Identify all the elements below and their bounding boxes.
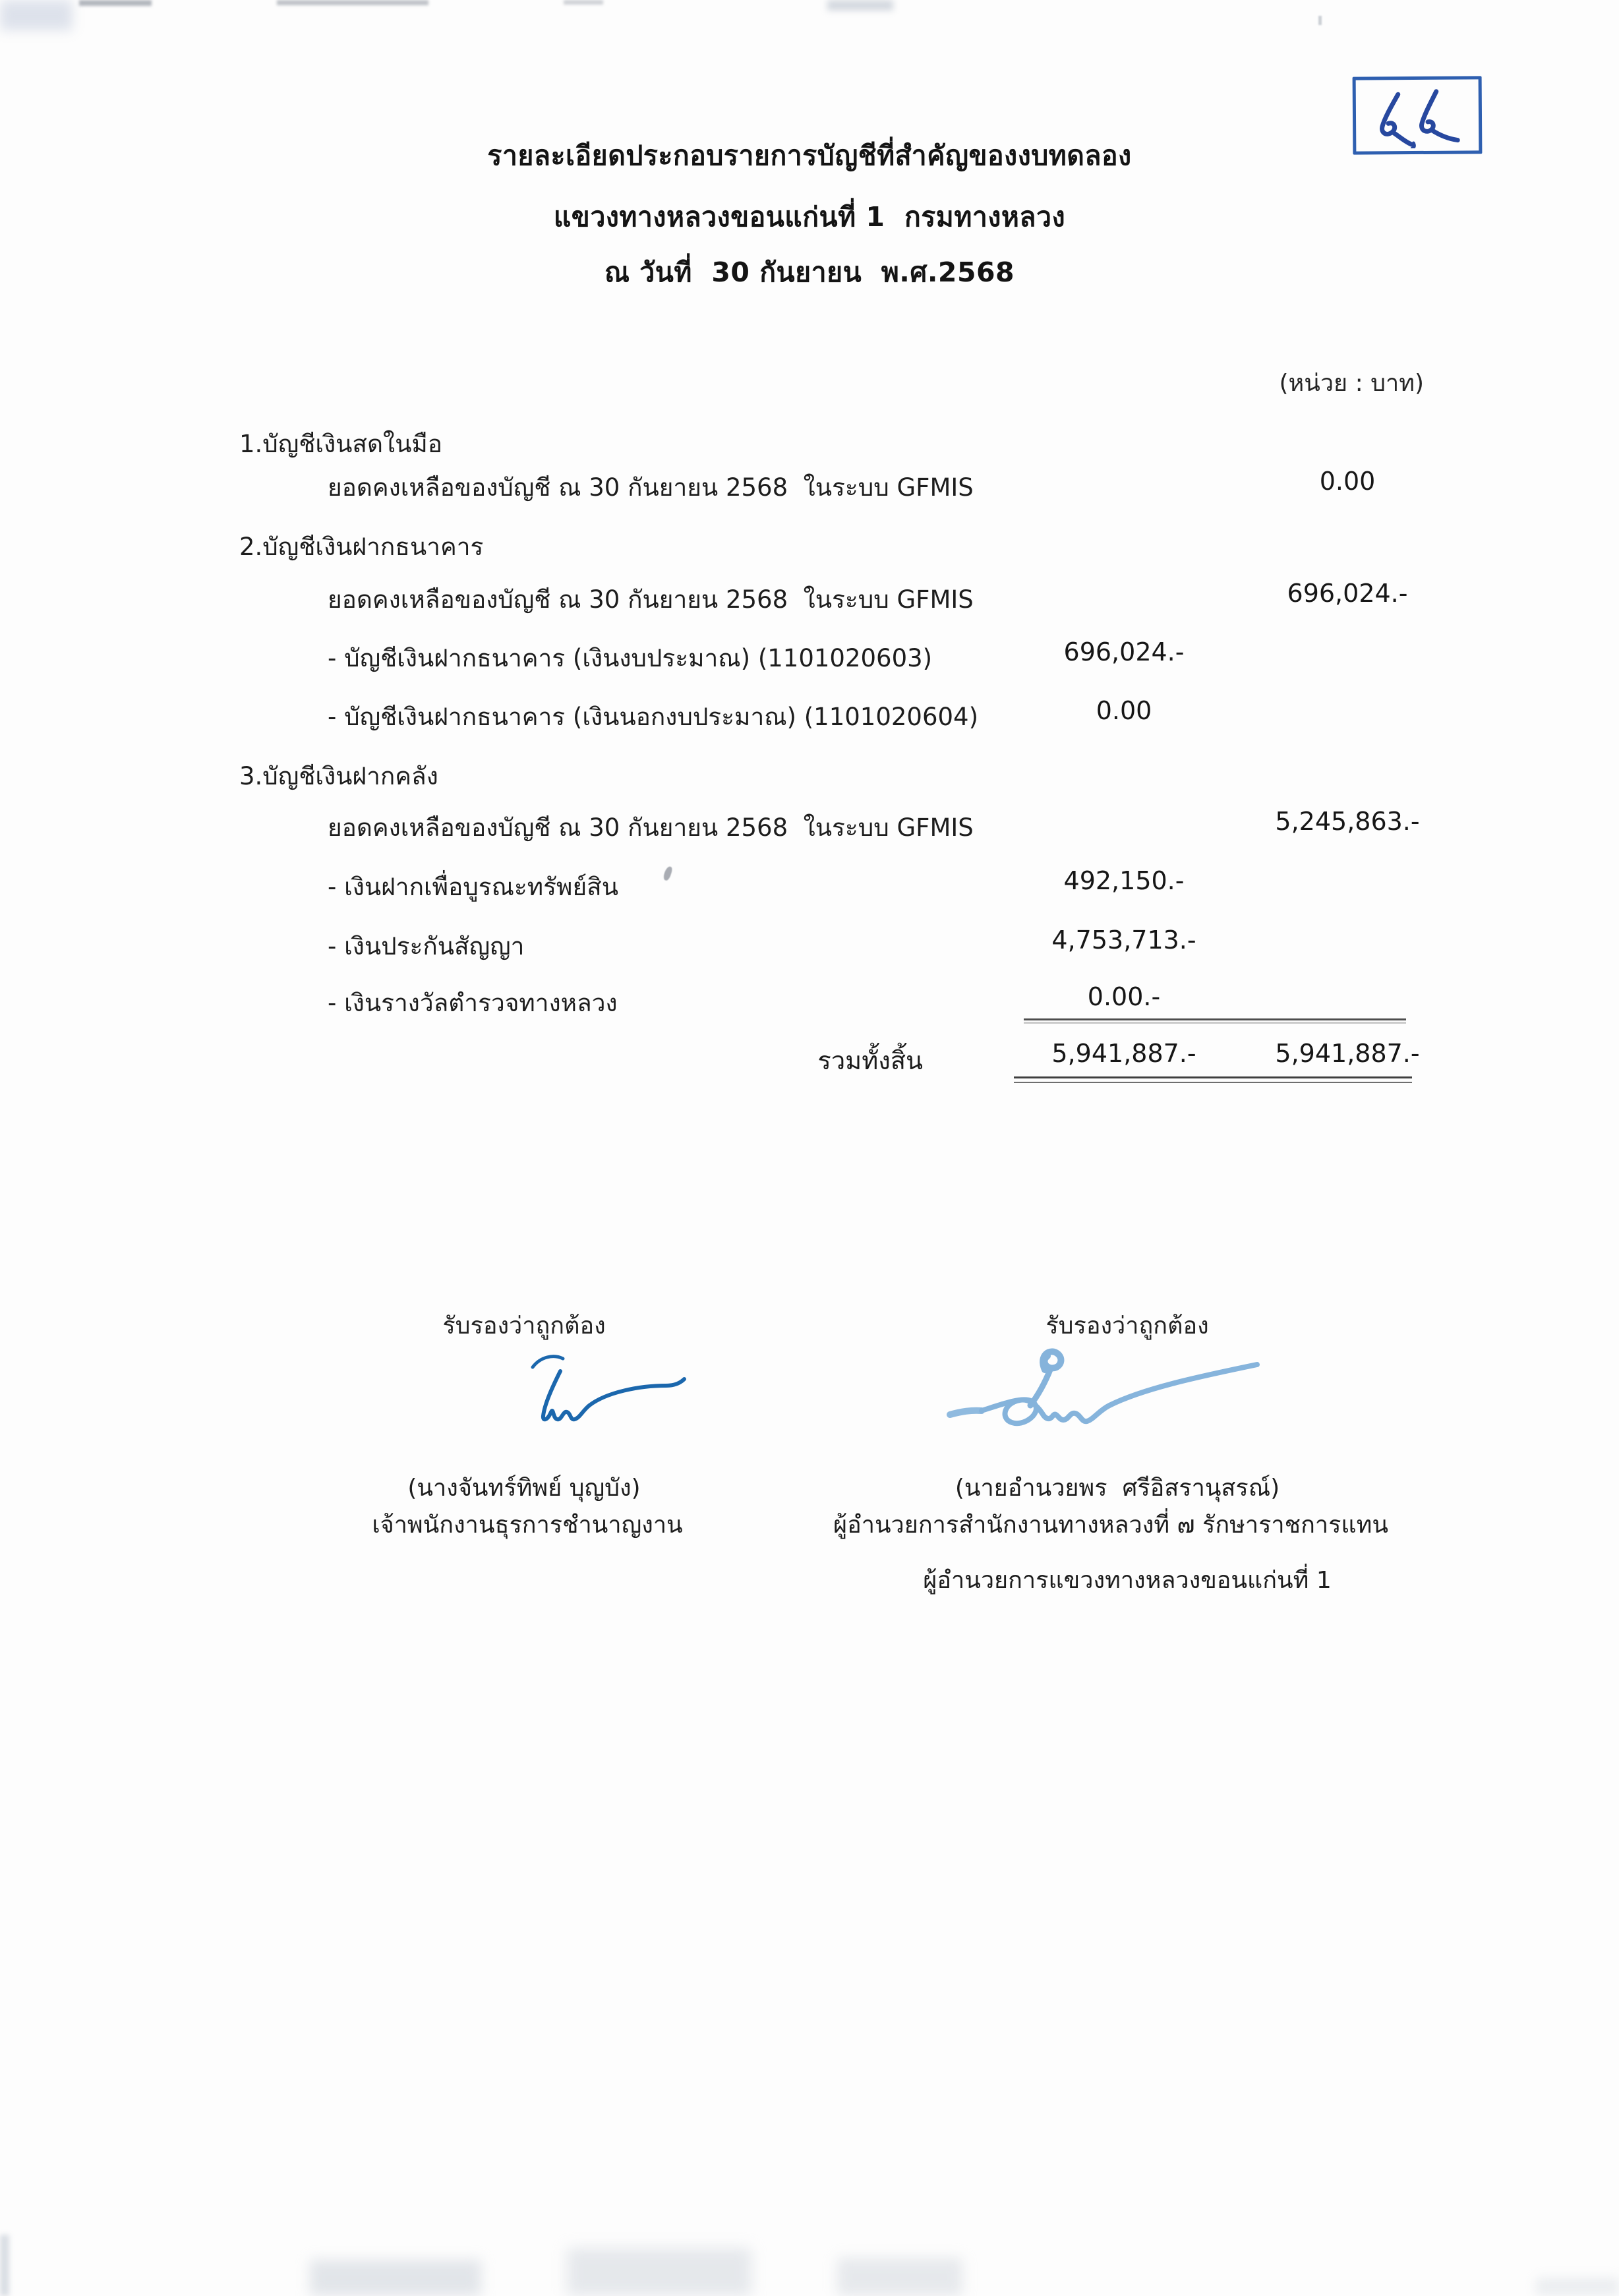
section-1-header: 1.บัญชีเงินสดในมือ: [239, 430, 443, 458]
section-3-row4-label: - เงินรางวัลตำรวจทางหลวง: [328, 989, 618, 1017]
section-2-row2-label: - บัญชีเงินฝากธนาคาร (เงินงบประมาณ) (1101020603): [328, 644, 933, 672]
unit-label: (หน่วย : บาท): [1279, 370, 1424, 397]
section-3-row2-label: - เงินฝากเพื่อบูรณะทรัพย์สิน: [328, 873, 619, 901]
double-underline-bottom: [1014, 1082, 1412, 1083]
section-3-row4-value: 0.00.-: [1087, 982, 1161, 1011]
scan-artifact: [0, 2235, 9, 2296]
grand-total-value-right: 5,941,887.-: [1275, 1039, 1420, 1068]
double-underline-top: [1014, 1076, 1412, 1078]
section-3-row1-value: 5,245,863.-: [1275, 807, 1420, 836]
document-title-line3: ณ วันที่ 30 กันยายน พ.ศ.2568: [604, 256, 1015, 288]
section-2-row3-value: 0.00: [1096, 696, 1152, 725]
section-3-row2-value: 492,150.-: [1063, 866, 1185, 895]
section-2-row1-label: ยอดคงเหลือของบัญชี ณ 30 กันยายน 2568 ในระบบ GFMIS: [328, 585, 974, 614]
section-3-header: 3.บัญชีเงินฝากคลัง: [239, 762, 438, 790]
grand-total-value-mid: 5,941,887.-: [1051, 1039, 1196, 1068]
signer-right-title2: ผู้อำนวยการแขวงทางหลวงขอนแก่นที่ 1: [923, 1567, 1332, 1594]
scan-artifact: [827, 0, 893, 11]
signer-left-title: เจ้าพนักงานธุรการชำนาญงาน: [372, 1512, 683, 1539]
section-3-row3-value: 4,753,713.-: [1051, 926, 1196, 955]
signer-right-title1: ผู้อำนวยการสำนักงานทางหลวงที่ ๗ รักษาราชการแทน: [833, 1512, 1388, 1539]
scan-artifact: [0, 0, 73, 30]
section-3-row3-label: - เงินประกันสัญญา: [328, 932, 525, 960]
single-underline: [1024, 1018, 1406, 1020]
signer-right-name: (นายอำนวยพร ศรีอิสรานุสรณ์): [955, 1475, 1280, 1502]
scan-artifact: [1536, 2278, 1619, 2296]
scan-artifact: [837, 2258, 962, 2296]
signature-left: [514, 1353, 692, 1428]
scan-artifact: [564, 0, 603, 5]
scan-artifact: [79, 0, 152, 6]
document-title-line1: รายละเอียดประกอบรายการบัญชีที่สำคัญของงบทดลอง: [487, 140, 1132, 171]
section-2-row3-label: - บัญชีเงินฝากธนาคาร (เงินนอกงบประมาณ) (1101020604): [328, 703, 979, 731]
document-title-line2: แขวงทางหลวงขอนแก่นที่ 1 กรมทางหลวง: [553, 201, 1066, 233]
signer-left-name: (นางจันทร์ทิพย์ บุญบัง): [407, 1475, 641, 1502]
scan-artifact: [277, 0, 428, 5]
grand-total-label: รวมทั้งสิ้น: [817, 1046, 923, 1075]
scan-artifact: [310, 2260, 481, 2296]
scan-artifact: [567, 2248, 751, 2296]
section-2-row2-value: 696,024.-: [1063, 637, 1185, 666]
section-1-row-value: 0.00: [1319, 467, 1376, 496]
section-2-header: 2.บัญชีเงินฝากธนาคาร: [239, 533, 484, 561]
certify-label-right: รับรองว่าถูกต้อง: [1045, 1312, 1209, 1339]
stray-ink-mark: [662, 866, 673, 881]
signature-right: [946, 1345, 1276, 1437]
section-1-row-label: ยอดคงเหลือของบัญชี ณ 30 กันยายน 2568 ในระบบ GFMIS: [328, 473, 974, 502]
section-3-row1-label: ยอดคงเหลือของบัญชี ณ 30 กันยายน 2568 ในระบบ GFMIS: [328, 813, 974, 842]
certify-label-left: รับรองว่าถูกต้อง: [442, 1312, 606, 1339]
scan-artifact: [1318, 16, 1322, 25]
section-2-row1-value: 696,024.-: [1287, 579, 1408, 608]
